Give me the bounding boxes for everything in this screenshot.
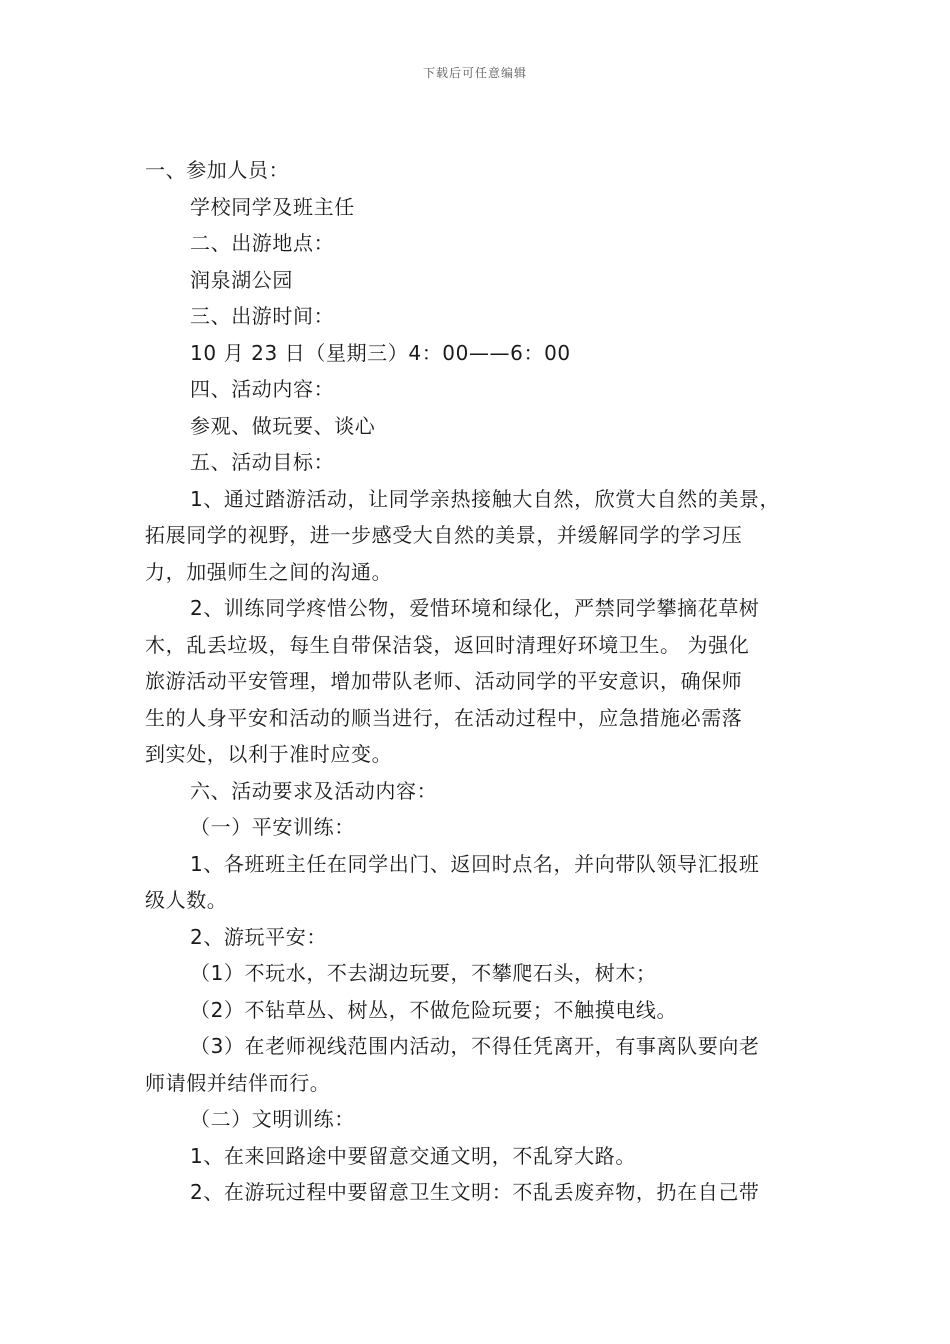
subheading-safety: （一）平安训练： xyxy=(190,815,355,839)
heading-time: 三、出游时间： xyxy=(190,304,335,328)
paragraph-line: 拓展同学的视野，进一步感受大自然的美景，并缓解同学的学习压 xyxy=(145,523,743,547)
paragraph-line: 2、训练同学疼惜公物，爱惜环境和绿化，严禁同学攀摘花草树 xyxy=(190,596,760,620)
paragraph-line: 力，加强师生之间的沟通。 xyxy=(145,559,393,584)
paragraph-line: 润泉湖公园 xyxy=(190,267,293,292)
document-body xyxy=(145,152,810,1211)
paragraph-line: 1、通过踏游活动，让同学亲热接触大自然，欣赏大自然的美景， xyxy=(190,486,781,511)
list-item: （1）不玩水，不去湖边玩要，不攀爬石头，树木； xyxy=(190,961,657,985)
paragraph-line: 参观、做玩要、谈心 xyxy=(190,413,376,438)
heading-requirements: 六、活动要求及活动内容： xyxy=(190,778,438,803)
heading-location: 二、出游地点： xyxy=(190,231,335,255)
paragraph-line: 学校同学及班主任 xyxy=(190,194,355,219)
paragraph-line: 生的人身平安和活动的顺当进行，在活动过程中，应急措施必需落 xyxy=(145,705,743,730)
heading-participants: 一、参加人员： xyxy=(145,158,290,182)
subheading-civility: （二）文明训练： xyxy=(190,1107,355,1131)
paragraph-line: 10 月 23 日（星期三）4：00——6：00 xyxy=(190,340,571,365)
paragraph-line: 到实处，以利于准时应变。 xyxy=(145,742,393,766)
list-item: （2）不钻草丛、树丛，不做危险玩要；不触摸电线。 xyxy=(190,997,678,1022)
paragraph-line: 旅游活动平安管理，增加带队老师、活动同学的平安意识，确保师 xyxy=(145,669,743,693)
heading-activities: 四、活动内容： xyxy=(190,377,335,401)
page-header: 下载后可任意编辑 xyxy=(422,66,527,80)
paragraph-line: 级人数。 xyxy=(145,888,228,912)
paragraph-line: 木，乱丢垃圾，每生自带保洁袋，返回时清理好环境卫生。 为强化 xyxy=(145,632,750,657)
paragraph-line: 2、游玩平安： xyxy=(190,924,327,949)
paragraph-line: 2、在游玩过程中要留意卫生文明：不乱丢废弃物，扔在自己带 xyxy=(190,1180,760,1204)
heading-goals: 五、活动目标： xyxy=(190,450,335,474)
paragraph-line: 师请假并结伴而行。 xyxy=(145,1070,331,1095)
list-item: （3）在老师视线范围内活动，不得任凭离开，有事离队要向老 xyxy=(190,1034,760,1058)
paragraph-line: 1、各班班主任在同学出门、返回时点名，并向带队领导汇报班 xyxy=(190,851,760,876)
paragraph-line: 1、在来回路途中要留意交通文明，不乱穿大路。 xyxy=(190,1143,636,1168)
